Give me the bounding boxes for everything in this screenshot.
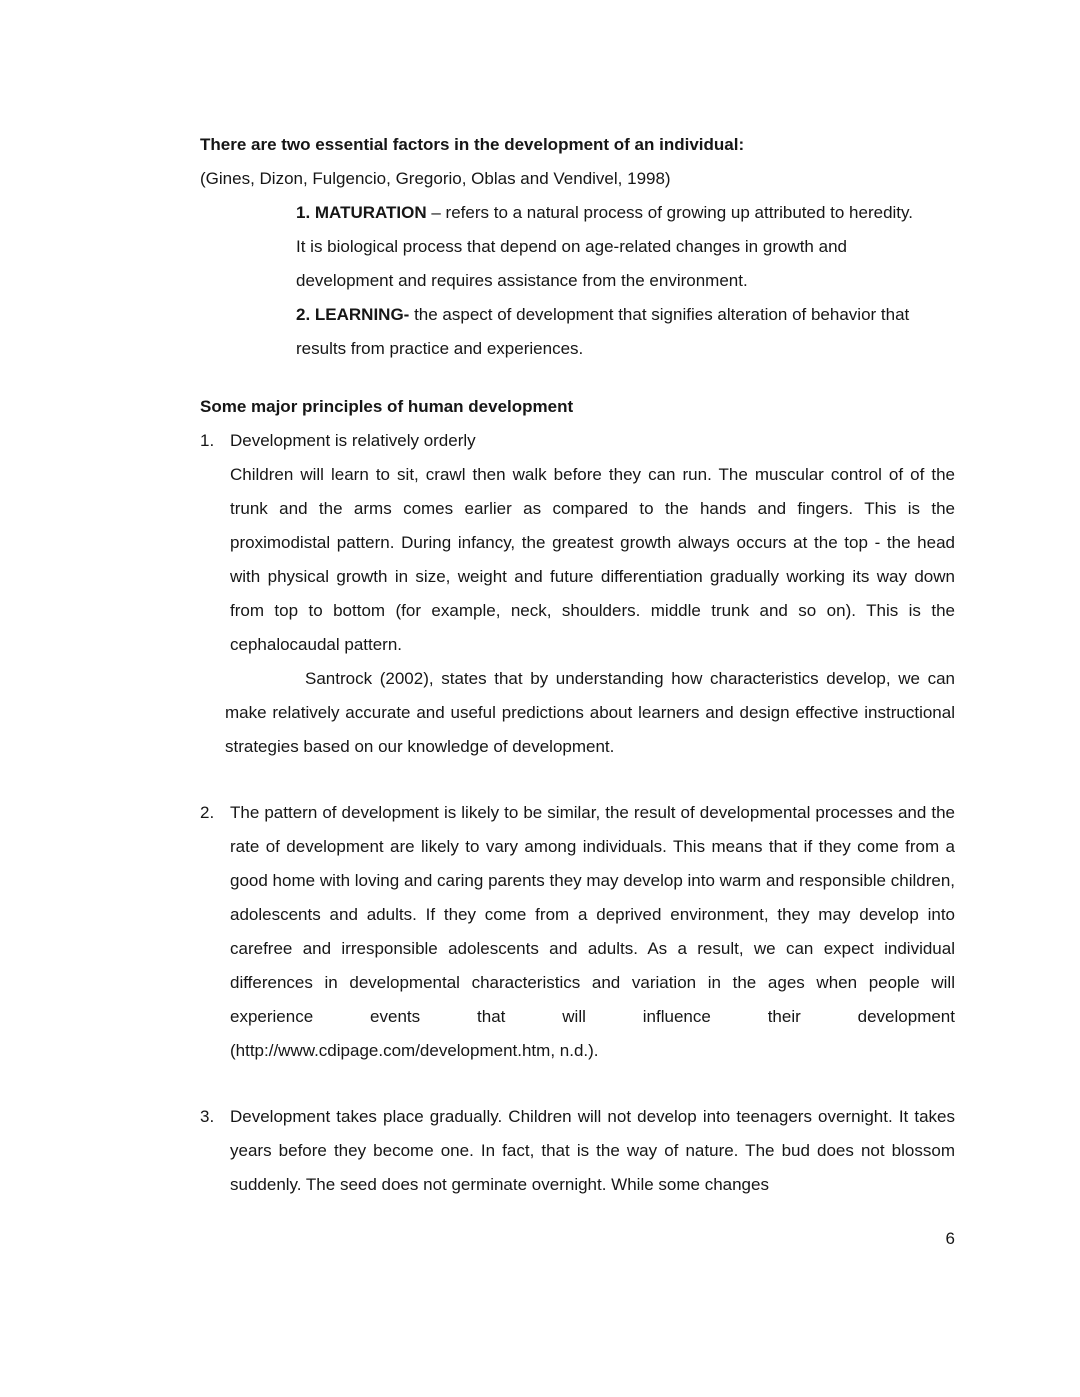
factor-learning-label: 2. LEARNING- — [296, 305, 410, 324]
principle-3-body — [230, 1100, 955, 1202]
principle-1-santrock-paragraph: Santrock (2002), states that by understanding how characteristics develop, we can make relatively accurate and useful predictions about learners and design effective instructional strategies based on our knowledge of development. — [225, 669, 955, 756]
principle-2-body — [230, 796, 955, 1068]
principle-1-body — [225, 424, 955, 764]
principle-2-paragraph: The pattern of development is likely to be similar, the result of developmental processes and the rate of development are likely to vary among individuals. This means that if they come from a good home with loving and caring parents they may develop into warm and responsible children, adolescents and adults. If they come from a deprived environment, they may develop into carefree and irresponsible adolescents and adults. As a result, we can expect individual differences in developmental characteristics and variation in the ages when people will experience events that will influence their development (http://www.cdipage.com/development.htm, n.d.). — [230, 803, 955, 1060]
principle-2-number: 2. — [200, 803, 215, 822]
page-number: 6 — [945, 1229, 955, 1248]
principle-3-paragraph: Development takes place gradually. Children will not develop into teenagers overnight. It takes years before they become one. In fact, that is the way of nature. The bud does not blossom suddenly. The seed does not germinate overnight. While some changes — [230, 1107, 955, 1194]
citation-line: (Gines, Dizon, Fulgencio, Gregorio, Oblas and Vendivel, 1998) — [200, 169, 671, 188]
principle-1-title: Development is relatively orderly — [230, 431, 476, 450]
factor-learning — [296, 298, 925, 366]
factor-maturation-label: 1. MATURATION — [296, 203, 427, 222]
principles-heading: Some major principles of human development — [200, 397, 574, 416]
principle-1-number: 1. — [200, 431, 215, 450]
principle-1-paragraph: Children will learn to sit, crawl then walk before they can run. The muscular control of of the trunk and the arms comes earlier as compared to the hands and fingers. This is the proximodistal pattern. During infancy, the greatest growth always occurs at the top - the head with physical growth in size, weight and future differentiation gradually working its way down from top to bottom (for example, neck, shoulders. middle trunk and so on). This is the cephalocaudal pattern. — [230, 465, 955, 654]
principle-item-3 — [200, 1100, 955, 1202]
principle-3-number: 3. — [200, 1107, 215, 1126]
principle-item-2 — [200, 796, 955, 1068]
essential-factors-heading: There are two essential factors in the development of an individual: — [200, 135, 745, 154]
principle-item-1 — [200, 424, 955, 764]
factor-maturation — [296, 196, 925, 298]
factor-learning-text: the aspect of development that signifies alteration of behavior that results from practice and experiences. — [296, 305, 910, 358]
factor-maturation-text: – refers to a natural process of growing up attributed to heredity. It is biological process that depend on age-related changes in growth and development and requires assistance from the environment. — [296, 203, 913, 290]
factors-list — [296, 196, 925, 366]
principles-list — [200, 424, 955, 1202]
